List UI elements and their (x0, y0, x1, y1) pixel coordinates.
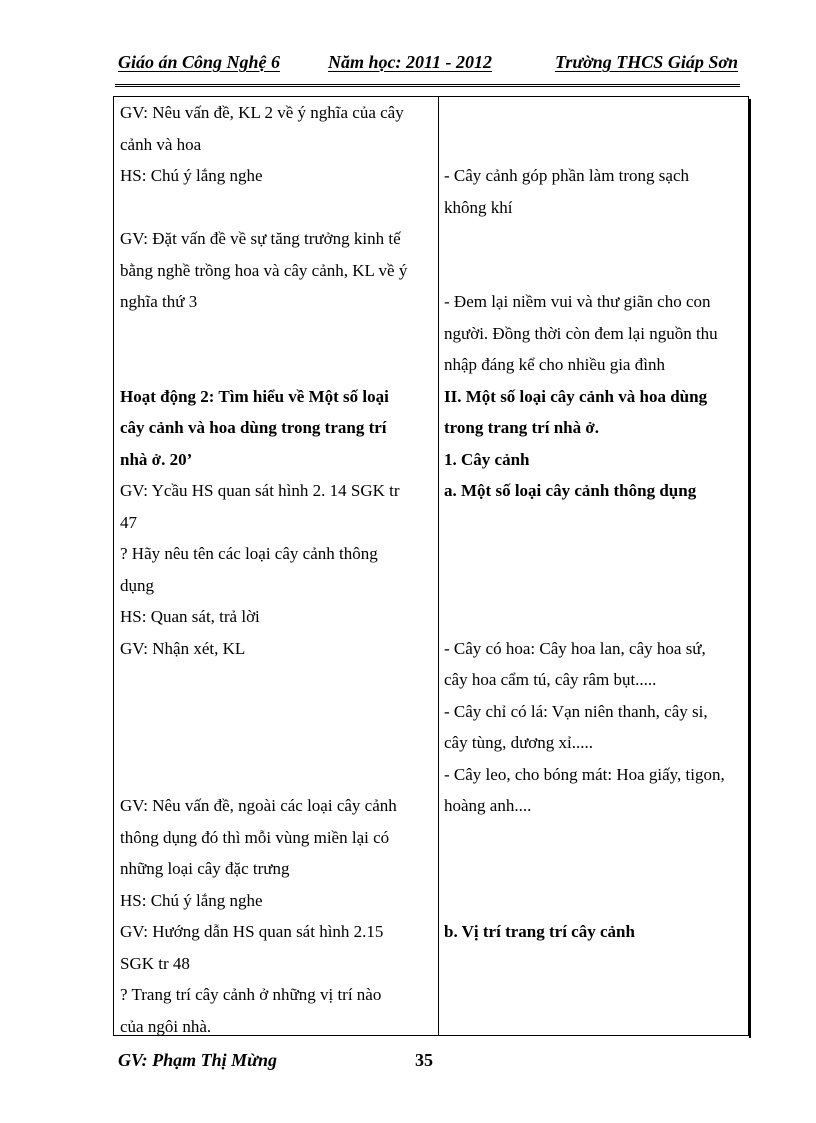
right-column-line: b. Vị trí trang trí cây cảnh (444, 922, 635, 941)
header-divider (115, 84, 740, 87)
right-column-line: hoàng anh.... (444, 796, 532, 815)
left-column-line: ? Trang trí cây cảnh ở những vị trí nào (120, 985, 382, 1004)
right-column-line: - Cây cảnh góp phần làm trong sạch (444, 166, 690, 185)
left-column-line: cảnh và hoa (120, 134, 202, 154)
lesson-table (113, 96, 749, 1036)
table-shadow (749, 99, 751, 1038)
left-column-line: GV: Hướng dẫn HS quan sát hình 2.15 (120, 922, 384, 941)
page-number: 35 (415, 1050, 433, 1070)
right-column-line: 1. Cây cảnh (444, 449, 530, 469)
right-column-line: - Đem lại niềm vui và thư giãn cho con (444, 292, 711, 311)
header-school-year: Năm học: 2011 - 2012 (328, 52, 492, 72)
left-column-line: dụng (120, 575, 154, 595)
right-column-line: - Cây leo, cho bóng mát: Hoa giấy, tigon, (444, 764, 725, 784)
right-column-line: không khí (444, 197, 513, 217)
footer-teacher-name: GV: Phạm Thị Mừng (118, 1050, 277, 1070)
right-column-line: a. Một số loại cây cảnh thông dụng (444, 481, 697, 500)
left-column-line: HS: Chú ý lắng nghe (120, 890, 263, 910)
right-column-line: trong trang trí nhà ở. (444, 418, 600, 437)
page-header (118, 52, 738, 80)
left-column-line: cây cảnh và hoa dùng trong trang trí (120, 418, 387, 437)
left-column-line: GV: Ycầu HS quan sát hình 2. 14 SGK tr (120, 481, 400, 500)
right-column-line: cây tùng, dương xỉ..... (444, 733, 593, 752)
column-divider (438, 97, 439, 1035)
left-column-line: của ngôi nhà. (120, 1016, 212, 1036)
left-column-line: những loại cây đặc trưng (120, 859, 290, 878)
right-column-line: - Cây chỉ có lá: Vạn niên thanh, cây si, (444, 701, 708, 721)
left-column-line: SGK tr 48 (120, 953, 190, 973)
left-column-line: HS: Quan sát, trả lời (120, 607, 260, 626)
left-column-line: thông dụng đó thì mỗi vùng miền lại có (120, 827, 390, 847)
left-column-line: Hoạt động 2: Tìm hiểu về Một số loại (120, 386, 389, 406)
left-column-line: GV: Đặt vấn đề về sự tăng trưởng kinh tế (120, 229, 401, 248)
header-school-name: Trường THCS Giáp Sơn (555, 52, 738, 72)
left-column-line: ? Hãy nêu tên các loại cây cảnh thông (120, 544, 378, 563)
left-column-line: bằng nghề trồng hoa và cây cảnh, KL về ý (120, 260, 408, 280)
left-column-line: GV: Nêu vấn đề, ngoài các loại cây cảnh (120, 796, 397, 815)
right-column-line: nhập đáng kể cho nhiều gia đình (444, 355, 665, 374)
left-column-line: GV: Nêu vấn đề, KL 2 về ý nghĩa của cây (120, 103, 404, 122)
right-column-line: người. Đồng thời còn đem lại nguồn thu (444, 323, 718, 343)
right-column-line: cây hoa cẩm tú, cây râm bụt..... (444, 670, 657, 689)
left-column-line: HS: Chú ý lắng nghe (120, 166, 263, 185)
left-column-line: GV: Nhận xét, KL (120, 638, 246, 658)
left-column-line: 47 (120, 512, 137, 532)
right-column-line: II. Một số loại cây cảnh và hoa dùng (444, 386, 708, 406)
left-column-line: nghĩa thứ 3 (120, 292, 198, 311)
header-subject: Giáo án Công Nghệ 6 (118, 52, 281, 72)
right-column-line: - Cây có hoa: Cây hoa lan, cây hoa sứ, (444, 638, 706, 658)
left-column-line: nhà ở. 20’ (120, 449, 193, 469)
